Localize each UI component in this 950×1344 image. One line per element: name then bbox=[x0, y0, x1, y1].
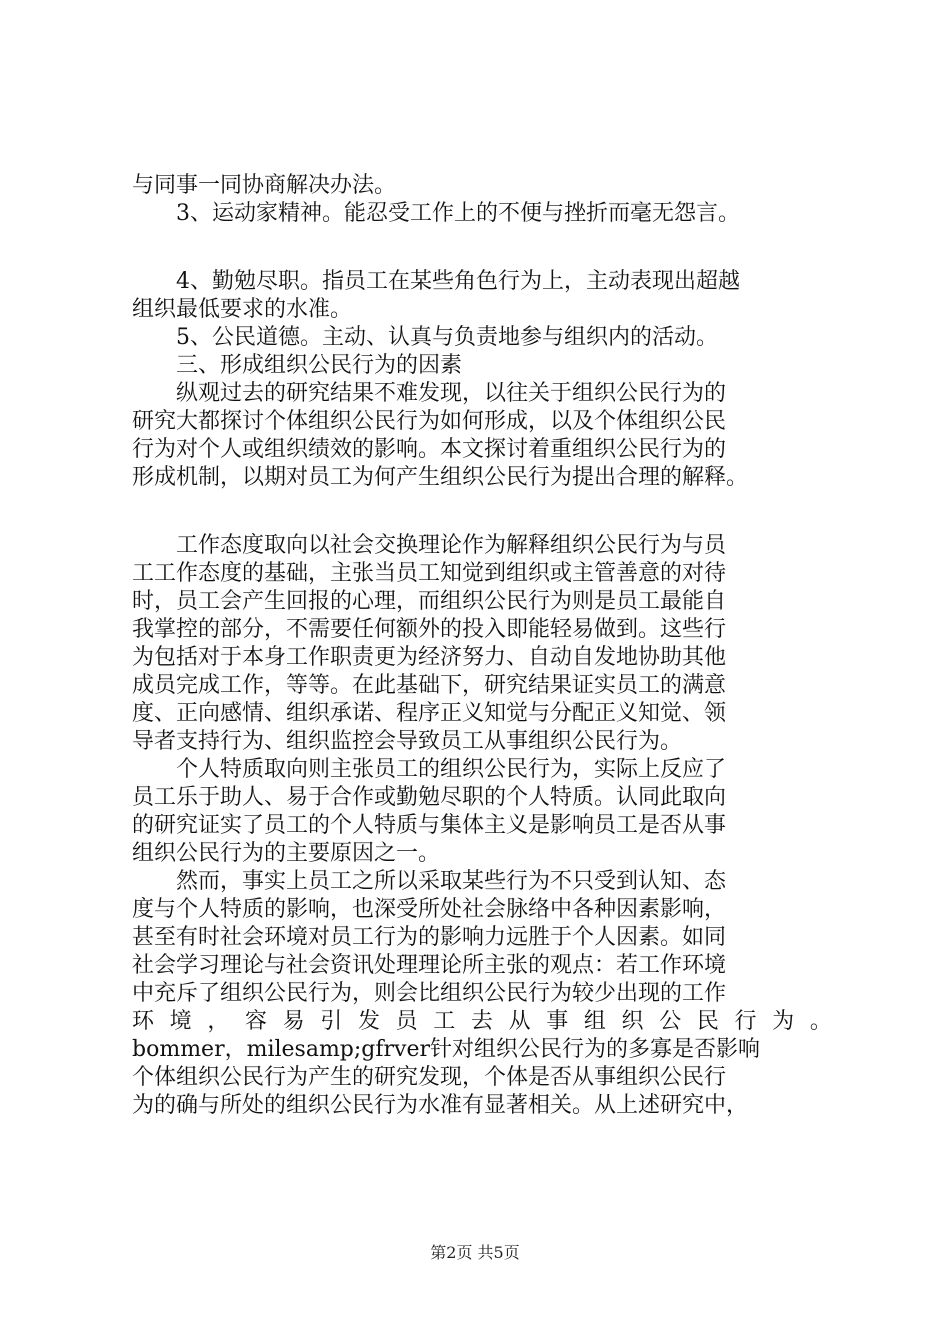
list-item-conscientiousness: 4、勤勉尽职。指员工在某些角色行为上，主动表现出超越 bbox=[176, 269, 740, 294]
paragraph-line: 工工作态度的基础，主张当员工知觉到组织或主管善意的对待 bbox=[132, 561, 727, 586]
paragraph-line: 为的确与所处的组织公民行为水准有显著相关。从上述研究中， bbox=[132, 1093, 749, 1118]
paragraph-line: 社会学习理论与社会资讯处理理论所主张的观点：若工作环境 bbox=[132, 953, 727, 978]
paragraph-line: 然而，事实上员工之所以采取某些行为不只受到认知、态 bbox=[176, 869, 727, 894]
paragraph-line: bommer，milesamp;gfrver针对组织公民行为的多寡是否影响 bbox=[132, 1037, 761, 1062]
text-line: 与同事一同协商解决办法。 bbox=[132, 173, 397, 198]
list-item-sportsmanship: 3、运动家精神。能忍受工作上的不便与挫折而毫无怨言。 bbox=[176, 201, 740, 226]
paragraph-line: 形成机制，以期对员工为何产生组织公民行为提出合理的解释。 bbox=[132, 465, 749, 490]
paragraph-line: 研究大都探讨个体组织公民行为如何形成，以及个体组织公民 bbox=[132, 409, 727, 434]
paragraph-line: 我掌控的部分，不需要任何额外的投入即能轻易做到。这些行 bbox=[132, 617, 727, 642]
paragraph-line: 成员完成工作，等等。在此基础下，研究结果证实员工的满意 bbox=[132, 673, 727, 698]
paragraph-line: 为包括对于本身工作职责更为经济努力、自动自发地协助其他 bbox=[132, 645, 727, 670]
page-number-footer: 第2页 共5页 bbox=[430, 1243, 520, 1262]
document-body bbox=[132, 172, 832, 1120]
paragraph-line: 行为对个人或组织绩效的影响。本文探讨着重组织公民行为的 bbox=[132, 437, 727, 462]
paragraph-line: 度、正向感情、组织承诺、程序正义知觉与分配正义知觉、领 bbox=[132, 701, 727, 726]
list-item-civic-virtue: 5、公民道德。主动、认真与负责地参与组织内的活动。 bbox=[176, 325, 718, 350]
section-heading: 三、形成组织公民行为的因素 bbox=[176, 353, 463, 378]
paragraph-line-justified: 环 境 ， 容 易 引 发 员 工 去 从 事 组 织 公 民 行 为 。 bbox=[132, 1009, 832, 1034]
paragraph-line: 度与个人特质的影响，也深受所处社会脉络中各种因素影响， bbox=[132, 897, 727, 922]
text-line: 组织最低要求的水准。 bbox=[132, 297, 353, 322]
paragraph-line: 组织公民行为的主要原因之一。 bbox=[132, 841, 441, 866]
paragraph-line: 纵观过去的研究结果不难发现，以往关于组织公民行为的 bbox=[176, 381, 727, 406]
blank-line bbox=[132, 492, 832, 532]
paragraph-line: 个体组织公民行为产生的研究发现，个体是否从事组织公民行 bbox=[132, 1065, 727, 1090]
paragraph-line: 工作态度取向以社会交换理论作为解释组织公民行为与员 bbox=[176, 533, 727, 558]
paragraph-line: 个人特质取向则主张员工的组织公民行为，实际上反应了 bbox=[176, 757, 727, 782]
paragraph-line: 导者支持行为、组织监控会导致员工从事组织公民行为。 bbox=[132, 729, 683, 754]
paragraph-line: 时，员工会产生回报的心理，而组织公民行为则是员工最能自 bbox=[132, 589, 727, 614]
paragraph-line: 的研究证实了员工的个人特质与集体主义是影响员工是否从事 bbox=[132, 813, 727, 838]
blank-line bbox=[132, 228, 832, 268]
paragraph-line: 中充斥了组织公民行为，则会比组织公民行为较少出现的工作 bbox=[132, 981, 727, 1006]
paragraph-line: 甚至有时社会环境对员工行为的影响力远胜于个人因素。如同 bbox=[132, 925, 727, 950]
paragraph-line: 员工乐于助人、易于合作或勤勉尽职的个人特质。认同此取向 bbox=[132, 785, 727, 810]
